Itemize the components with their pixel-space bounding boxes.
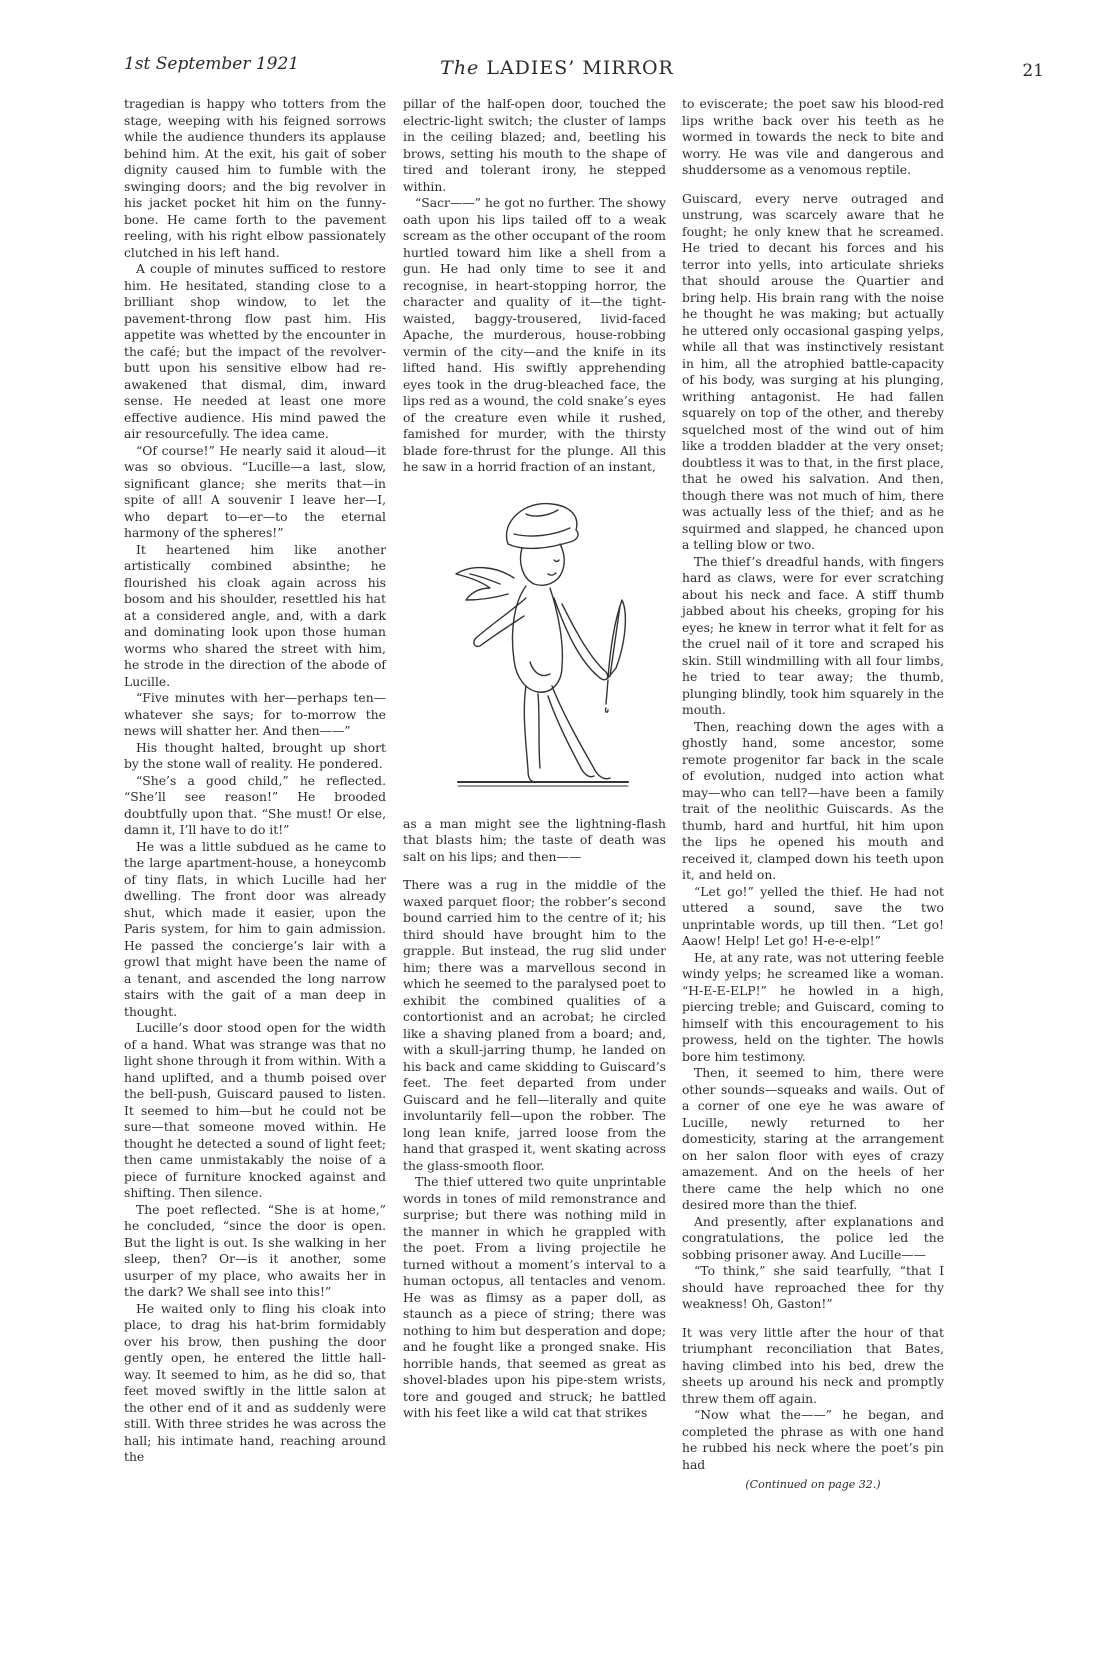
issue-date: 1st September 1921 [124,54,300,74]
continued-note: (Continued on page 32.) [745,1478,881,1491]
masthead [0,57,1114,91]
paragraph: “Five minutes with her—perhaps ten—whatever she says; for to-morrow the news will shatter her. And then——” [124,691,386,738]
paragraph: “To think,” she said tearfully, “that I should have reproached thee for thy weakness! Oh, Gaston!” [682,1264,944,1311]
paragraph: There was a rug in the middle of the waxed parquet floor; the robber’s second bound carried him to the centre of it; his third should have brought him to the grapple. But instead, the rug slid under him; there was a marvellous second in which he seemed to the paralysed poet to exhibit the combined qualities of a contortionist and an acrobat; he circled like a shaving planed from a board; and, with a skull-jarring thump, he landed on his back and came skidding to Guiscard’s feet. The feet departed from under Guiscard and he fell—literally and quite involuntarily fell—upon the robber. The long lean knife, jarred loose from the hand that grasped it, went skating across the glass-smooth floor. [403,878,666,1173]
paragraph: It heartened him like another artistically combined absinthe; he flourished his cloak again across his bosom and his shoulder, resettled his hat at a considered angle, and, with a dark and dominating look upon those human worms who shared the street with him, he strode in the direction of the abode of Lucille. [124,542,386,689]
paragraph: Guiscard, every nerve outraged and unstrung, was scarcely aware that he fought; he only knew that he screamed. He tried to decant his forces and his terror into yells, into articulate shrieks that should arouse the Quartier and bring help. His brain rang with the noise he thought he was making; but actually he uttered only occasional gasping yelps, while all that was instinctively resistant in him, all the atrophied battle-capacity of his body, was surging at his plunging, writhing antagonist. He had fallen squarely on top of the other, and thereby squelched most of the wind out of him like a trodden bladder at the very onset; doubtless it was to that, in the first place, that he owed his salvation. And then, though there was not much of him, there was actually less of the thief; and as he squirmed and slapped, he chanced upon a telling blow or two. [682,191,944,552]
paragraph: The poet reflected. “She is at home,” he concluded, “since the door is open. But the light is out. Is she walking in her sleep, then? Or—is it another, some usurper of my place, who awaits her in the dark? We shall see into this!” [124,1202,386,1299]
paragraph: tragedian is happy who totters from the stage, weeping with his feigned sorrows while the audience thunders its applause behind him. At the exit, his gait of sober dignity caused him to fumble with the swinging doors; and the big revolver in his jacket pocket hit him on the funny-bone. He came forth to the pavement reeling, with his right elbow passionately clutched in his left hand. [124,97,386,260]
paragraph: The thief uttered two quite unprintable words in tones of mild remonstrance and surprise; but there was nothing mild in the manner in which he grappled with the poet. From a living projectile he turned without a moment’s interval to a human octopus, all tentacles and venom. He was as flimsy as a paper doll, as staunch as a piece of string; there was nothing to him but desperation and dope; and he fought like a pronged snake. His horrible hands, that seemed as great as shovel-blades upon his pipe-stem wrists, tore and gouged and struck; he battled with his feet like a wild cat that strikes [403,1175,666,1420]
page-number: 21 [1022,61,1044,81]
column-3 [682,96,944,1494]
paragraph: pillar of the half-open door, touched the electric-light switch; the cluster of lamps in the ceiling blazed; and, beetling his brows, setting his mouth to the shape of tired and tolerant irony, he stepped within. [403,97,666,194]
paragraph: Lucille’s door stood open for the width of a hand. What was strange was that no light shone through it from within. With a hand uplifted, and a thumb poised over the bell-push, Guiscard paused to listen. It seemed to him—but he could not be sure—that someone moved within. He thought he detected a sound of light feet; then came unmistakably the noise of a piece of furniture knocked against and shifting. Then silence. [124,1021,386,1200]
paragraph: Then, it seemed to him, there were other sounds—squeaks and wails. Out of a corner of one eye he was aware of Lucille, newly returned to her domesticity, staring at the arrangement on her salon floor with eyes of crazy amazement. And on the heels of her there came the help which no one desired more than the thief. [682,1066,944,1212]
paragraph: And presently, after explanations and congratulations, the police led the sobbing prisoner away. And Lucille—— [682,1214,944,1262]
column-2 [403,96,666,1422]
paragraph: “Sacr——” he got no further. The showy oath upon his lips tailed off to a weak scream as the other occupant of the room hurtled toward him like a shell from a gun. He had only time to see it and recognise, in heart-stopping horror, the character and quality of it—the tight-waisted, baggy-trousered, livid-faced Apache, the murderous, house-robbing vermin of the city—and the knife in its lifted hand. His swiftly apprehending eyes took in the drug-bleached face, the lips red as a wound, the cold snake’s eyes of the creature even while it rushed, famished for murder, with the thirsty blade fore-thrust for the plunge. All this he saw in a horrid fraction of an instant, [403,196,666,474]
paragraph: He waited only to fling his cloak into place, to drag his hat-brim formidably over his brow, then pushing the door gently open, he entered the little hall-way. It seemed to him, as he did so, that feet moved swiftly in the little salon at the other end of it and as suddenly were still. With three strides he was across the hall; his intimate hand, reaching around the [124,1301,386,1464]
masthead-title: LADIES’ MIRROR [479,57,674,79]
paragraph: A couple of minutes sufficed to restore him. He hesitated, standing close to a brilliant shop window, to let the pavement-throng flow past him. His appetite was whetted by the encounter in the café; but the impact of the revolver-butt upon his sensitive elbow had re-awakened that dismal, dim, inward sense. He needed at least one more effective audience. His mind pawed the air resourcefully. The idea came. [124,262,386,441]
paragraph: Then, reaching down the ages with a ghostly hand, some ancestor, some remote progenitor far back in the scale of evolution, nudged into action what may—who can tell?—have been a family trait of the neolithic Guiscards. As the thumb, hard and hurtful, hit him upon the lips he opened his mouth and received it, clamped down his teeth upon it, and held on. [682,719,944,882]
cupid-with-quill-illustration [430,482,640,812]
paragraph: “Let go!” yelled the thief. He had not uttered a sound, save the two unprintable words, up till then. “Let go! Aaow! Help! Let go! H-e-e-elp!” [682,884,944,948]
paragraph: His thought halted, brought up short by the stone wall of reality. He pondered. [124,740,386,771]
paragraph: He was a little subdued as he came to the large apartment-house, a honeycomb of tiny flats, in which Lucille had her dwelling. The front door was already shut, which made it easier, upon the Paris system, for him to gain admission. He passed the concierge’s lair with a growl that might have been the name of a tenant, and ascended the long narrow stairs with the gait of a man deep in thought. [124,839,386,1019]
paragraph: “Now what the——” he began, and completed the phrase as with one hand he rubbed his neck where the poet’s pin had [682,1408,944,1472]
column-1 [124,96,386,1466]
masthead-the: The [440,57,480,79]
paragraph: “She’s a good child,” he reflected. “She’ll see reason!” He brooded doubtfully upon that. “She must! Or else, damn it, I’ll have to do it!” [124,773,386,837]
paragraph: The thief’s dreadful hands, with fingers hard as claws, were for ever scratching about his neck and face. A stiff thumb jabbed about his cheeks, groping for his eyes; he knew in terror what it felt for as the cruel nail of it tore and scraped his skin. Still windmilling with all four limbs, he tried to tear away; the thumb, plunging blindly, took him squarely in the mouth. [682,554,944,717]
paragraph: It was very little after the hour of that triumphant reconciliation that Bates, having climbed into his bed, drew the sheets up around his neck and promptly threw them off again. [682,1325,944,1406]
paragraph: as a man might see the lightning-flash that blasts him; the taste of death was salt on his lips; and then—— [403,816,666,864]
paragraph: to eviscerate; the poet saw his blood-red lips writhe back over his teeth as he wormed in towards the neck to bite and worry. He was vile and dangerous and shuddersome as a venomous reptile. [682,97,944,177]
paragraph: He, at any rate, was not uttering feeble windy yelps; he screamed like a woman. “H-E-E-ELP!” he howled in a high, piercing treble; and Guiscard, coming to himself with this encouragement to his prowess, held on the tighter. The howls bore him testimony. [682,950,944,1064]
paragraph: “Of course!” He nearly said it aloud—it was so obvious. “Lucille—a last, slow, significant glance; she merits that—in spite of all! A souvenir I leave her—I, who depart to—er—to the eternal harmony of the spheres!” [124,443,386,540]
